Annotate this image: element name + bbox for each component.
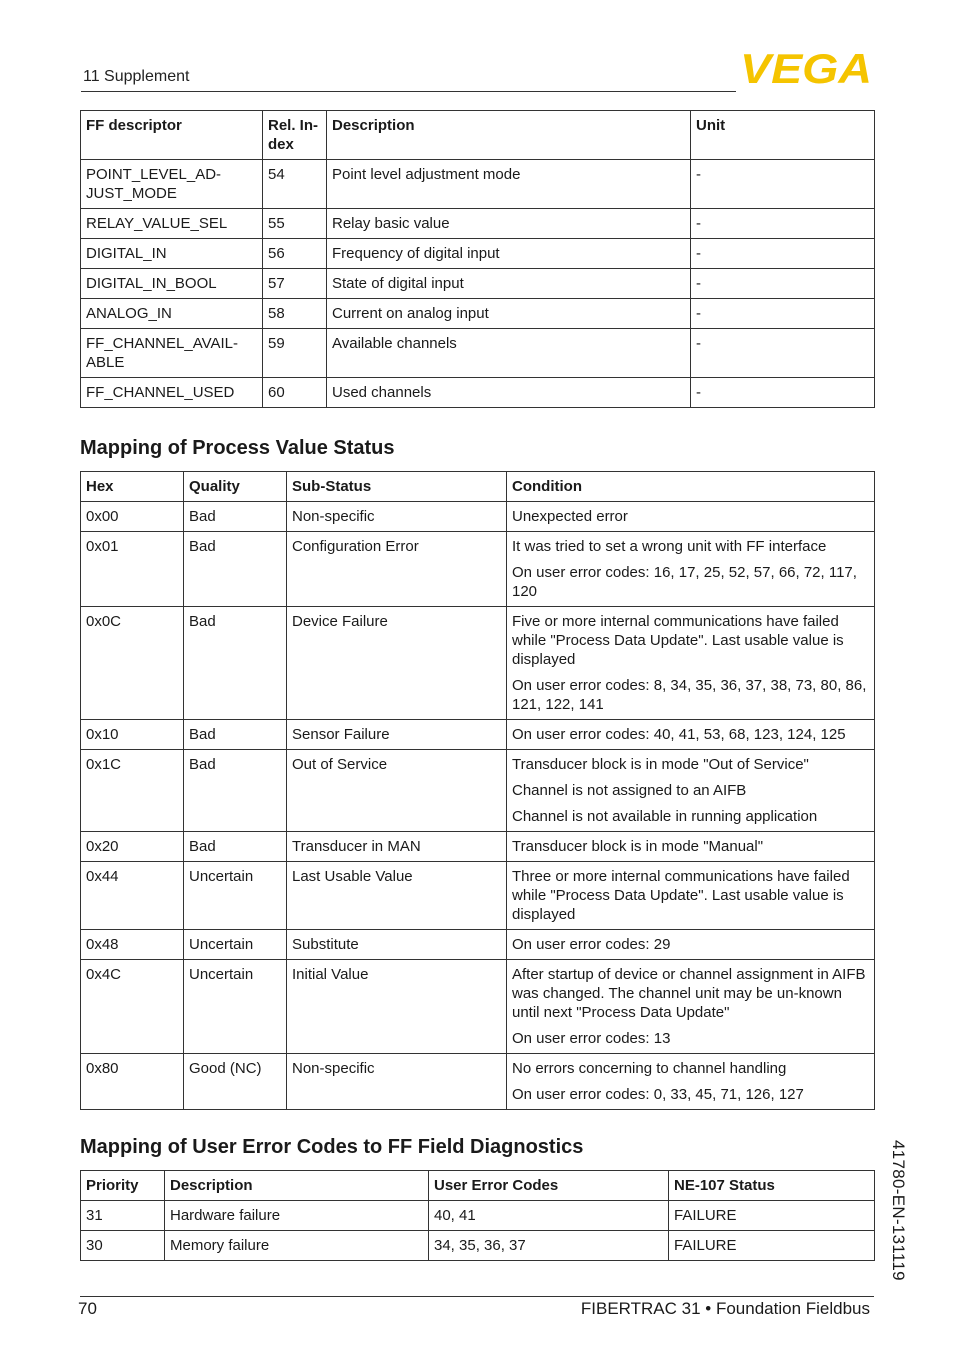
- table-row: [81, 329, 875, 378]
- description-cell: Point level adjustment mode: [327, 160, 691, 209]
- sub-status-cell: Initial Value: [287, 960, 507, 1054]
- condition-text: Three or more internal communications have failed while "Process Data Update". Last usable value is displayed: [512, 868, 850, 923]
- hex-cell: 0x44: [81, 862, 184, 930]
- vega-logo: [740, 50, 874, 86]
- description-cell: Hardware failure: [165, 1201, 429, 1231]
- column-header-ne107-status: NE-107 Status: [669, 1171, 875, 1201]
- rel-index-cell: 59: [263, 329, 327, 378]
- ff-descriptor-cell: RELAY_VALUE_SEL: [81, 209, 263, 239]
- ff-descriptor-cell: DIGITAL_IN: [81, 239, 263, 269]
- ff-descriptor-table: [80, 110, 875, 408]
- ne107-status-cell: FAILURE: [669, 1231, 875, 1261]
- diagnostics-mapping-heading: Mapping of User Error Codes to FF Field Diagnostics: [80, 1136, 584, 1158]
- condition-cell: [507, 832, 875, 862]
- column-header-condition: Condition: [507, 472, 875, 502]
- quality-cell: Bad: [184, 832, 287, 862]
- ff-descriptor-cell: DIGITAL_IN_BOOL: [81, 269, 263, 299]
- table-row: [81, 750, 875, 832]
- condition-text: Channel is not available in running application: [512, 808, 818, 825]
- hex-cell: 0x00: [81, 502, 184, 532]
- unit-cell: -: [691, 209, 875, 239]
- quality-cell: Bad: [184, 750, 287, 832]
- hex-cell: 0x80: [81, 1054, 184, 1110]
- sub-status-cell: Sensor Failure: [287, 720, 507, 750]
- description-cell: Memory failure: [165, 1231, 429, 1261]
- condition-text: After startup of device or channel assignment in AIFB was changed. The channel unit may be un-known until next "Process Data Update": [512, 966, 866, 1021]
- column-header-sub-status: Sub-Status: [287, 472, 507, 502]
- hex-cell: 0x01: [81, 532, 184, 607]
- sub-status-cell: Transducer in MAN: [287, 832, 507, 862]
- description-cell: Used channels: [327, 378, 691, 408]
- table-row: [81, 209, 875, 239]
- vega-logo-text: VEGA: [740, 50, 872, 86]
- column-header-quality: Quality: [184, 472, 287, 502]
- description-cell: Current on analog input: [327, 299, 691, 329]
- table-row: [81, 832, 875, 862]
- table-row: [81, 502, 875, 532]
- column-header-user-error-codes: User Error Codes: [429, 1171, 669, 1201]
- unit-cell: -: [691, 160, 875, 209]
- condition-cell: [507, 930, 875, 960]
- page-number: 70: [78, 1299, 97, 1318]
- ff-descriptor-cell: FF_CHANNEL_AVAIL-ABLE: [81, 329, 263, 378]
- table-header-row: [81, 472, 875, 502]
- column-header-hex: Hex: [81, 472, 184, 502]
- hex-cell: 0x48: [81, 930, 184, 960]
- condition-text: It was tried to set a wrong unit with FF interface: [512, 538, 827, 555]
- field-diagnostics-table: [80, 1170, 875, 1261]
- table-row: [81, 607, 875, 720]
- table-header-row: [81, 1171, 875, 1201]
- ne107-status-cell: FAILURE: [669, 1201, 875, 1231]
- quality-cell: Bad: [184, 502, 287, 532]
- priority-cell: 30: [81, 1231, 165, 1261]
- condition-cell: [507, 960, 875, 1054]
- condition-text: No errors concerning to channel handling: [512, 1060, 787, 1077]
- column-header-description: Description: [327, 111, 691, 160]
- column-header-description: Description: [165, 1171, 429, 1201]
- condition-cell: [507, 862, 875, 930]
- column-header-rel-index: Rel. In-dex: [263, 111, 327, 160]
- quality-cell: Bad: [184, 720, 287, 750]
- condition-text: On user error codes: 40, 41, 53, 68, 123, 124, 125: [512, 726, 846, 743]
- condition-cell: [507, 532, 875, 607]
- condition-cell: [507, 607, 875, 720]
- sub-status-cell: Substitute: [287, 930, 507, 960]
- ff-descriptor-cell: POINT_LEVEL_AD-JUST_MODE: [81, 160, 263, 209]
- rel-index-cell: 58: [263, 299, 327, 329]
- condition-cell: [507, 1054, 875, 1110]
- column-header-unit: Unit: [691, 111, 875, 160]
- quality-cell: Uncertain: [184, 930, 287, 960]
- table-row: [81, 1231, 875, 1261]
- rel-index-cell: 60: [263, 378, 327, 408]
- ff-descriptor-cell: FF_CHANNEL_USED: [81, 378, 263, 408]
- table-row: [81, 239, 875, 269]
- hex-cell: 0x10: [81, 720, 184, 750]
- table-row: [81, 862, 875, 930]
- column-header-priority: Priority: [81, 1171, 165, 1201]
- table-row: [81, 1201, 875, 1231]
- table-row: [81, 532, 875, 607]
- description-cell: Relay basic value: [327, 209, 691, 239]
- condition-text: Unexpected error: [512, 508, 628, 525]
- sub-status-cell: Out of Service: [287, 750, 507, 832]
- rel-index-cell: 55: [263, 209, 327, 239]
- description-cell: Frequency of digital input: [327, 239, 691, 269]
- condition-text: On user error codes: 0, 33, 45, 71, 126, 127: [512, 1086, 804, 1103]
- sub-status-cell: Configuration Error: [287, 532, 507, 607]
- condition-cell: [507, 502, 875, 532]
- rel-index-cell: 54: [263, 160, 327, 209]
- quality-cell: Uncertain: [184, 960, 287, 1054]
- description-cell: Available channels: [327, 329, 691, 378]
- quality-cell: Bad: [184, 607, 287, 720]
- condition-cell: [507, 720, 875, 750]
- condition-text: On user error codes: 16, 17, 25, 52, 57, 66, 72, 117, 120: [512, 564, 857, 600]
- hex-cell: 0x20: [81, 832, 184, 862]
- rel-index-cell: 57: [263, 269, 327, 299]
- user-error-codes-cell: 34, 35, 36, 37: [429, 1231, 669, 1261]
- rel-index-cell: 56: [263, 239, 327, 269]
- table-row: [81, 930, 875, 960]
- status-mapping-heading: Mapping of Process Value Status: [80, 437, 395, 459]
- table-row: [81, 960, 875, 1054]
- condition-text: Channel is not assigned to an AIFB: [512, 782, 747, 799]
- table-row: [81, 720, 875, 750]
- condition-cell: [507, 750, 875, 832]
- sub-status-cell: Last Usable Value: [287, 862, 507, 930]
- hex-cell: 0x1C: [81, 750, 184, 832]
- sub-status-cell: Device Failure: [287, 607, 507, 720]
- unit-cell: -: [691, 239, 875, 269]
- sub-status-cell: Non-specific: [287, 1054, 507, 1110]
- process-value-status-table: [80, 471, 875, 1110]
- condition-text: On user error codes: 13: [512, 1030, 671, 1047]
- table-row: [81, 299, 875, 329]
- quality-cell: Good (NC): [184, 1054, 287, 1110]
- table-header-row: [81, 111, 875, 160]
- table-row: [81, 378, 875, 408]
- unit-cell: -: [691, 299, 875, 329]
- unit-cell: -: [691, 329, 875, 378]
- section-header: 11 Supplement: [83, 68, 190, 85]
- priority-cell: 31: [81, 1201, 165, 1231]
- table-row: [81, 160, 875, 209]
- unit-cell: -: [691, 269, 875, 299]
- quality-cell: Uncertain: [184, 862, 287, 930]
- condition-text: On user error codes: 8, 34, 35, 36, 37, 38, 73, 80, 86, 121, 122, 141: [512, 677, 867, 713]
- condition-text: Five or more internal communications have failed while "Process Data Update". Last usable value is displayed: [512, 613, 844, 668]
- header-divider: [81, 91, 736, 92]
- hex-cell: 0x4C: [81, 960, 184, 1054]
- unit-cell: -: [691, 378, 875, 408]
- quality-cell: Bad: [184, 532, 287, 607]
- hex-cell: 0x0C: [81, 607, 184, 720]
- sub-status-cell: Non-specific: [287, 502, 507, 532]
- footer-product-title: FIBERTRAC 31 • Foundation Fieldbus: [580, 1299, 870, 1318]
- condition-text: Transducer block is in mode "Out of Service": [512, 756, 809, 773]
- condition-text: Transducer block is in mode "Manual": [512, 838, 764, 855]
- table-row: [81, 1054, 875, 1110]
- footer-divider: [80, 1296, 874, 1297]
- user-error-codes-cell: 40, 41: [429, 1201, 669, 1231]
- ff-descriptor-cell: ANALOG_IN: [81, 299, 263, 329]
- table-row: [81, 269, 875, 299]
- description-cell: State of digital input: [327, 269, 691, 299]
- column-header-ff-descriptor: FF descriptor: [81, 111, 263, 160]
- condition-text: On user error codes: 29: [512, 936, 671, 953]
- document-code: 41780-EN-131119: [889, 1140, 908, 1281]
